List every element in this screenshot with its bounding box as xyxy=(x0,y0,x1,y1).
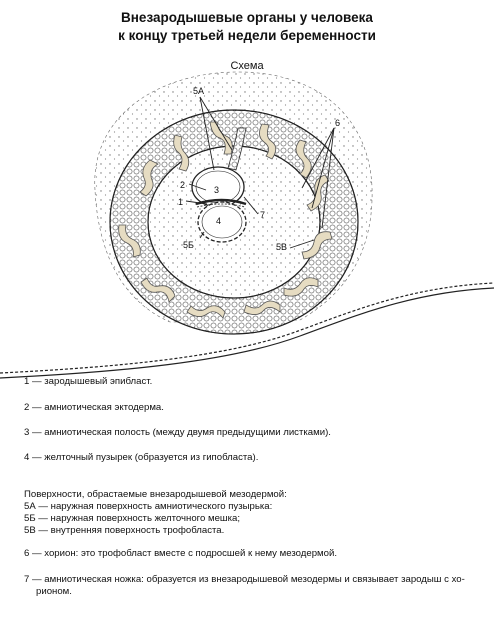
label-6: 6 xyxy=(335,118,341,128)
legend-mesoderm-group xyxy=(24,489,484,537)
legend-mesoderm-title: Поверхности, обрастаемые внезародышевой мезодермой: xyxy=(24,489,287,500)
legend-item-2: 2 — амниотическая эктодерма. xyxy=(24,402,164,413)
legend-item-4: 4 — желточный пузырек (образуется из гипобласта). xyxy=(24,452,259,463)
legend-item-6: 6 — хорион: это трофобласт вместе с подросшей к нему мезодермой. xyxy=(24,548,337,559)
legend-item-5v: 5В — внутренняя поверхность трофобласта. xyxy=(24,525,225,536)
page-subtitle: Схема xyxy=(230,60,264,72)
label-2: 2 xyxy=(180,180,186,190)
yolk-sac xyxy=(198,202,246,242)
label-3: 3 xyxy=(214,185,220,195)
page-title-line-1: Внезародышевые органы у человека xyxy=(121,10,373,25)
label-4: 4 xyxy=(216,216,222,226)
legend-item-3: 3 — амниотическая полость (между двумя предыдущими листками). xyxy=(24,427,331,438)
legend-item-1: 1 — зародышевый эпибласт. xyxy=(24,376,153,387)
label-5b: 5Б xyxy=(183,240,194,250)
legend-item-7-line-1: 7 — амниотическая ножка: образуется из внезародышевой мезодермы и связывает зародыш с хо- xyxy=(24,574,465,585)
label-5a: 5А xyxy=(193,86,205,96)
legend-item-5b: 5Б — наружная поверхность желточного мешка; xyxy=(24,513,241,524)
label-5v: 5В xyxy=(276,242,288,252)
legend-item-7 xyxy=(24,574,484,598)
label-7: 7 xyxy=(260,210,266,220)
page-title-line-2: к концу третьей недели беременности xyxy=(118,28,376,43)
legend-item-5a: 5А — наружная поверхность амниотического пузырька: xyxy=(24,501,273,512)
label-1: 1 xyxy=(178,197,184,207)
legend-item-7-line-2: рионом. xyxy=(36,586,72,597)
